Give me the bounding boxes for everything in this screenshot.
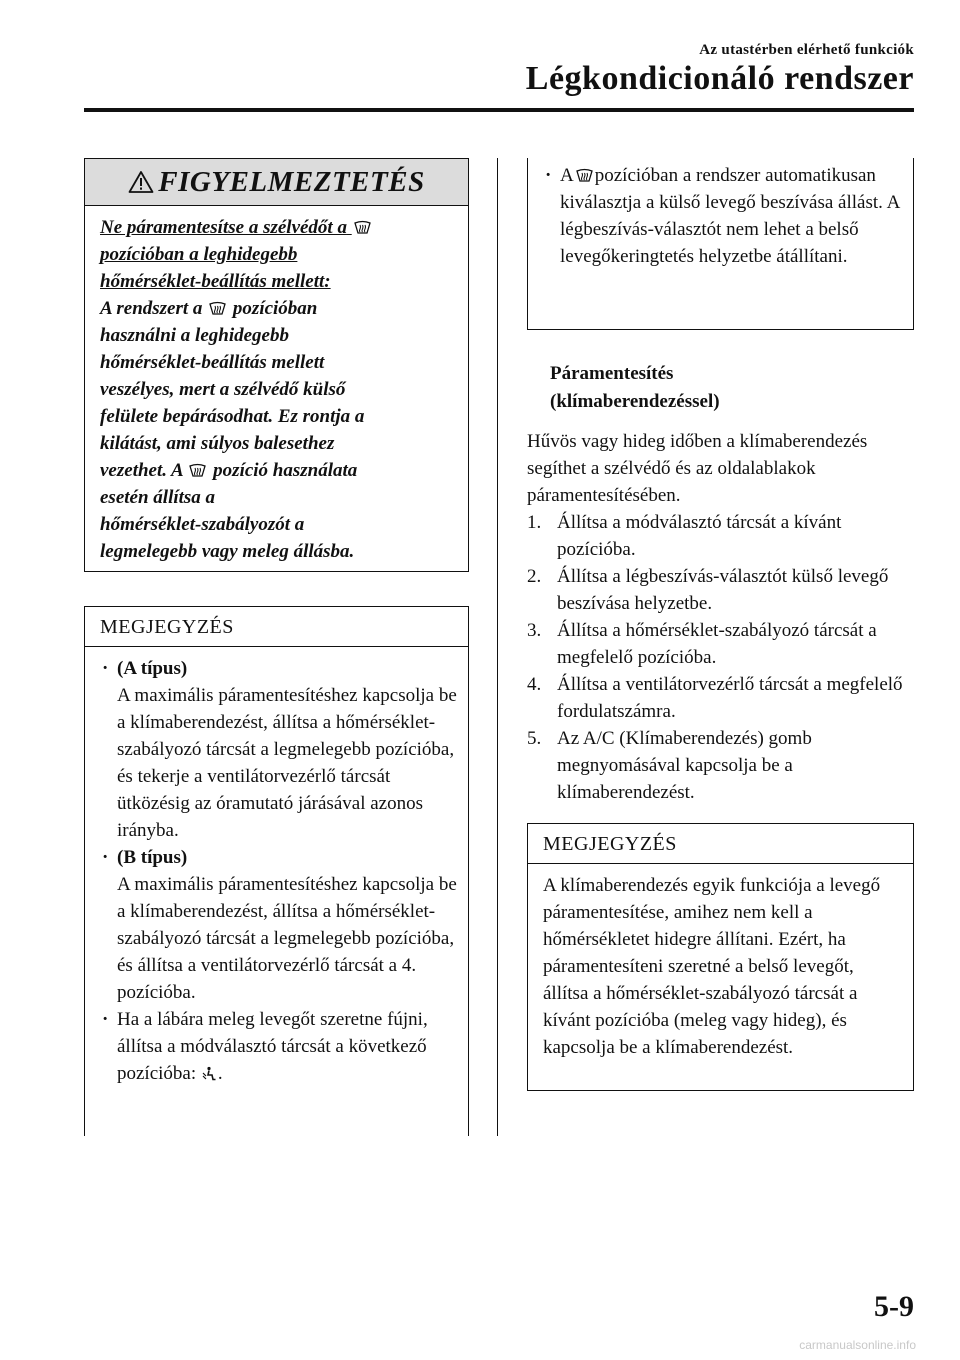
warning-line: pozícióban a leghidegebb (100, 244, 298, 265)
warning-header (85, 159, 468, 206)
step-text: Állítsa a ventilátorvezérlő tárcsát a megfelelő fordulatszámra. (557, 674, 903, 722)
warning-line: használni a leghidegebb (100, 325, 289, 346)
note-body (85, 647, 468, 1087)
section-body (527, 428, 917, 806)
note-title: MEGJEGYZÉS (85, 607, 468, 647)
note-item-heading: · (A típus) (117, 658, 188, 679)
step-item (527, 563, 917, 617)
warning-line: esetén állítsa a (100, 487, 216, 508)
step-item (527, 509, 917, 563)
note-box-right (527, 823, 914, 1091)
warning-line: hőmérséklet-szabályozót a (100, 514, 305, 535)
warning-body (85, 206, 468, 565)
step-text: Állítsa a módválasztó tárcsát a kívánt pozícióba. (557, 512, 842, 560)
step-text: Az A/C (Klímaberendezés) gomb megnyomásával kapcsolja be a klímaberendezést. (557, 728, 812, 803)
warning-line: hőmérséklet-beállítás mellett (100, 352, 325, 373)
section-heading-line: Páramentesítés (550, 363, 674, 384)
note-box-left (84, 606, 469, 1136)
note-item-heading: · (B típus) (117, 847, 188, 868)
step-item (527, 725, 917, 806)
warning-line: hőmérséklet-beállítás mellett: (100, 271, 331, 292)
note-item-suffix: . (217, 1063, 223, 1084)
list-item (100, 1006, 458, 1087)
warning-line: vezethet. A (100, 460, 183, 481)
list-item (100, 655, 458, 844)
note-title: MEGJEGYZÉS (528, 824, 913, 864)
warning-line: A rendszert a (100, 298, 203, 319)
warning-line: kilátást, ami súlyos balesethez (100, 433, 335, 454)
warning-line: legmelegebb vagy meleg állásba. (100, 541, 355, 562)
note-body: A klímaberendezés egyik funkciója a levegő páramentesítése, amihez nem kell a hőmérsékletet hidegre állítani. Ezért, ha páramentesíteni szeretné a belső levegőt, állítsa a hőmérséklet-szabályozó tárcsát a kívánt pozícióba (meleg vagy hideg), és kapcsolja be a klímaberendezést. (543, 875, 881, 1058)
warning-triangle-icon (128, 170, 154, 194)
windshield-defrost-icon (354, 220, 371, 234)
header-rule (84, 108, 914, 112)
cont-text: pozícióban a rendszer automatikusan kiválasztja a külső levegő beszívása állást. A légbeszívás-választót nem lehet a belső levegőkeringtetés helyzetbe átállítani. (560, 165, 900, 267)
foot-vent-icon (202, 1066, 217, 1081)
warning-line: felülete bepárásodhat. Ez rontja a (100, 406, 365, 427)
section-heading-line: (klímaberendezéssel) (550, 391, 720, 412)
windshield-defrost-icon (209, 301, 226, 315)
step-number: 3. (527, 620, 542, 641)
step-item (527, 617, 917, 671)
step-text: Állítsa a hőmérséklet-szabályozó tárcsát a megfelelő pozícióba. (557, 620, 877, 668)
windshield-defrost-icon (189, 463, 206, 477)
warning-line: Ne páramentesítse a szélvédőt a (100, 217, 347, 238)
step-text: Állítsa a légbeszívás-választót külső levegő beszívása helyzetbe. (557, 566, 889, 614)
section-intro: Hűvös vagy hideg időben a klímaberendezés segíthet a szélvédő és az oldalablakok páramentesítésében. (527, 431, 868, 506)
step-number: 4. (527, 674, 542, 695)
step-number: 1. (527, 512, 542, 533)
windshield-defrost-icon (576, 168, 593, 182)
cont-prefix: A (560, 165, 574, 186)
list-item (100, 844, 458, 1006)
warning-line: veszélyes, mert a szélvédő külső (100, 379, 346, 400)
warning-title: FIGYELMEZTETÉS (158, 165, 425, 198)
warning-box (84, 158, 469, 572)
list-item (543, 162, 903, 270)
warning-line: pozíció használata (213, 460, 358, 481)
step-number: 2. (527, 566, 542, 587)
column-divider (497, 158, 498, 1136)
section-heading (550, 360, 720, 416)
note-item-text: A maximális páramentesítéshez kapcsolja be a klímaberendezést, állítsa a hőmérséklet-szabályozó tárcsát a legmelegebb pozícióba, és állítsa a ventilátorvezérlő tárcsát a 4. pozícióba. (117, 874, 457, 1003)
warning-line: pozícióban (232, 298, 318, 319)
note-item-text: A maximális páramentesítéshez kapcsolja be a klímaberendezést, állítsa a hőmérséklet-szabályozó tárcsát a legmelegebb pozícióba, és tekerje a ventilátorvezérlő tárcsát ütközésig az óramutató járásával azonos irányba. (117, 685, 457, 841)
note-box-continuation (527, 158, 914, 330)
note-item-text: Ha a lábára meleg levegőt szeretne fújni, állítsa a módválasztó tárcsát a következő pozícióba: (117, 1009, 428, 1084)
step-number: 5. (527, 728, 542, 749)
watermark: carmanualsonline.info (799, 1338, 916, 1352)
step-item (527, 671, 917, 725)
page-number: 5-9 (874, 1290, 914, 1323)
page-subtitle: Az utastérben elérhető funkciók (699, 42, 914, 58)
page-title: Légkondicionáló rendszer (525, 60, 914, 97)
